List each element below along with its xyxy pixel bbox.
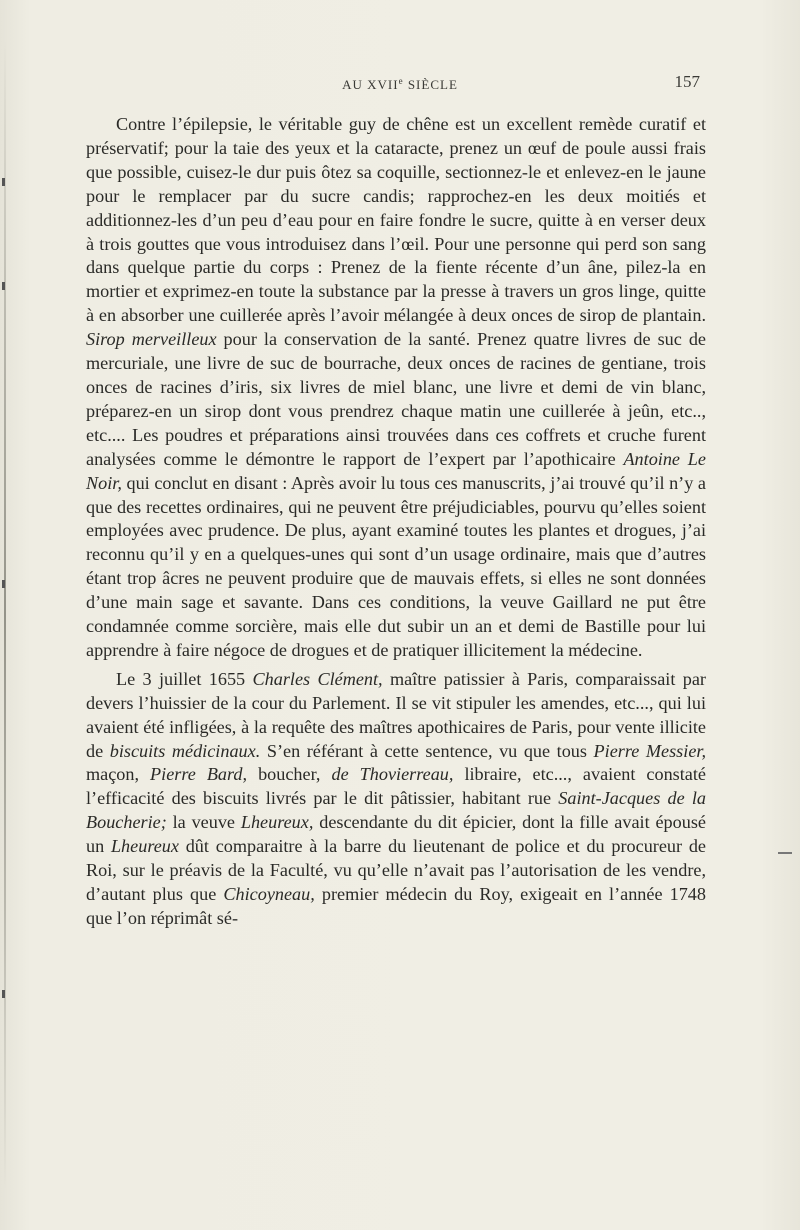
text-run: premier médecin du Roy, exigeait en l’année 1748 que l’on réprimât sé-	[86, 884, 706, 928]
margin-dash	[778, 852, 792, 854]
text-run: dût comparaitre à la barre du lieutenant de police et du procureur de Roi, sur le préavis de la Faculté, vu qu’elle n’avait pas l’autorisation de les vendre, d’autant plus que	[86, 836, 706, 904]
italic-run: Pierre Bard,	[150, 764, 248, 785]
paragraph-1	[86, 113, 706, 663]
margin-mark	[2, 282, 5, 290]
italic-run: de Thovierreau,	[331, 764, 454, 785]
italic-run: Sirop merveilleux	[86, 329, 217, 350]
italic-run: Antoine Le Noir,	[86, 448, 706, 493]
text-run: qui conclut en disant : Après avoir lu tous ces manuscrits, j’ai trouvé qu’il n’y a que des recettes ordinaires, qui ne peuvent être préjudiciables, pourvu qu’elles soient employées avec prudence. De plus, ayant examiné toutes les plantes et drogues, j’ai reconnu qu’il y en a quelques-unes qui sont d’un usage ordinaire, mais que d’autres étant trop âcres ne peuvent produire que de mauvais effets, si elles ne sont données d’une main sage et savante. Dans ces conditions, la veuve Gaillard ne put être condamnée comme sorcière, mais elle dut subir un an et demi de Bastille pour lui apprendre à faire négoce de drogues et de pratiquer illicitement la médecine.	[86, 472, 706, 660]
margin-mark	[2, 990, 5, 998]
body-text	[86, 113, 706, 931]
italic-run: Charles Clément,	[252, 668, 383, 689]
running-header	[0, 72, 800, 100]
italic-run: Lheureux,	[240, 812, 314, 833]
italic-run: biscuits médicinaux.	[109, 740, 261, 761]
running-title-rest: SIÈCLE	[403, 77, 458, 92]
text-run: la veuve	[166, 812, 241, 833]
italic-run: Lheureux	[110, 836, 179, 857]
margin-mark	[2, 178, 5, 186]
page-number: 157	[674, 72, 700, 91]
italic-run: Chicoyneau,	[223, 884, 315, 904]
italic-run: Saint-Jacques de la Boucherie;	[86, 788, 706, 833]
running-title-main: AU XVII	[342, 77, 399, 92]
italic-run: Pierre Messier,	[593, 740, 706, 761]
text-run: Contre l’épilepsie, le véritable guy de chêne est un excellent remède curatif et préservatif; pour la taie des yeux et la cataracte, prenez un œuf de poule aussi frais que possible, cuisez-le dur puis ôtez sa coquille, sectionnez-le et enlevez-en le jaune pour le remplacer par du sucre candis; rapprochez-en les deux moitiés et additionnez-les d’un peu d’eau pour en faire fondre le sucre, quitte à en verser deux à trois gouttes que vous introduisez dans l’œil. Pour une personne qui perd son sang dans quelque partie du corps : Prenez de la fiente récente d’un âne, pilez-la en mortier et exprimez-en toute la substance par la presse à travers un gros linge, quitte à en absorber une cuillerée après l’avoir mélangée à deux onces de sirop de plantain.	[86, 114, 706, 326]
text-run: boucher,	[247, 764, 332, 785]
margin-mark	[2, 580, 5, 588]
text-run: pour la conservation de la santé. Prenez quatre livres de suc de mercuriale, une livre de suc de bourrache, deux onces de racines de gentiane, trois onces de racines d’iris, six livres de miel blanc, une livre et demi de vin blanc, préparez-en un sirop dont vous prendrez chaque matin une cuillerée à jeûn, etc.., etc.... Les poudres et préparations ainsi trouvées dans ces coffrets et cruche furent analysées comme le démontre le rapport de l’expert par l’apothicaire	[86, 329, 706, 469]
running-title-superscript: e	[398, 76, 404, 86]
text-run: descendante du dit épicier, dont la fille avait épousé un	[86, 812, 706, 857]
text-run: libraire, etc..., avaient constaté l’efficacité des biscuits livrés par le dit pâtissier, habitant rue	[86, 764, 706, 809]
text-run: maçon,	[86, 764, 151, 785]
text-run: maître patissier à Paris, comparaissait par devers l’huissier de la cour du Parlement. Il se vit stipuler les amendes, etc..., qui lui avaient été infligées, à la requête des maîtres apothicaires de Paris, pour vente illicite de	[86, 668, 706, 761]
page-binding-shadow	[4, 40, 6, 1190]
text-run: Le 3 juillet 1655	[116, 668, 253, 689]
paragraph-2	[86, 668, 706, 931]
text-run: S’en référant à cette sentence, vu que tous	[260, 740, 594, 761]
